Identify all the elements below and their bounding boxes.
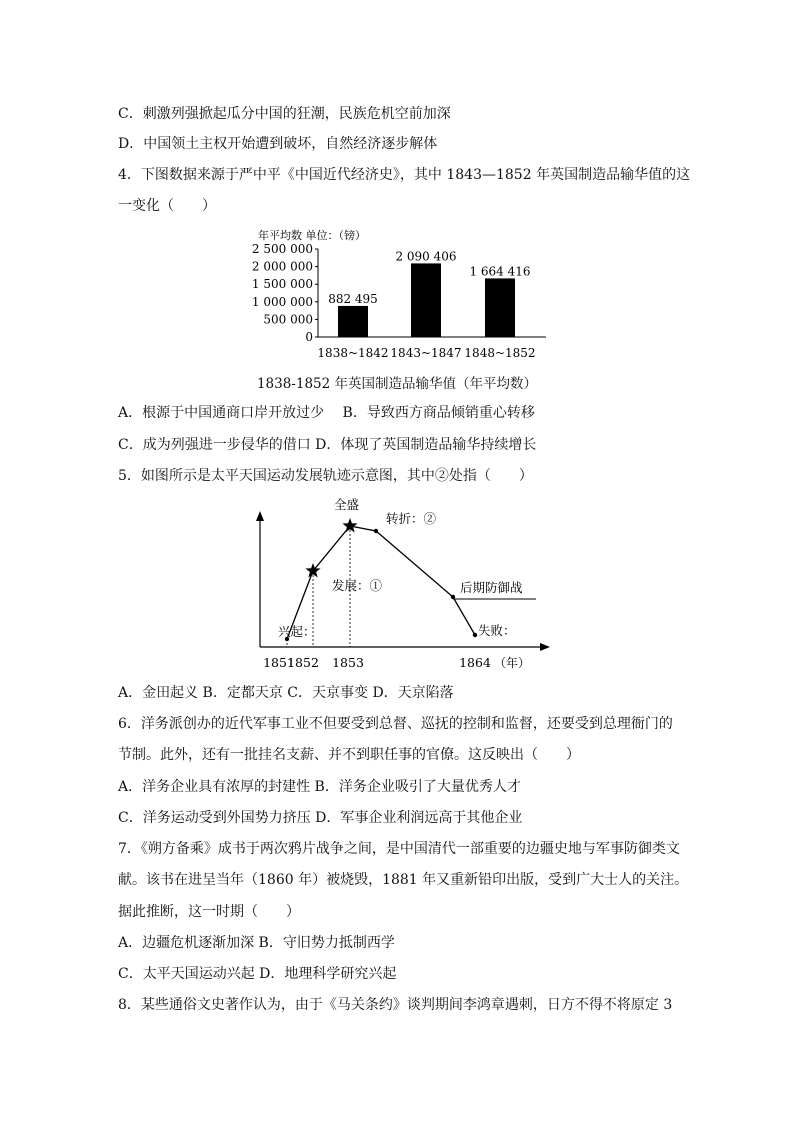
stage-label: 兴起： — [278, 624, 316, 639]
chart-header: 年平均数 单位：（镑） — [258, 229, 366, 242]
q6-options-cd: C．洋务运动受到外国势力挤压 D．军事企业利润远高于其他企业 — [118, 810, 523, 826]
x-tick-label: 1852 — [287, 655, 319, 670]
stage-label: 发展：① — [332, 578, 383, 593]
y-tick-label: 2 500 000 — [251, 242, 313, 256]
q4-options-ab: A．根源于中国通商口岸开放过少 B．导致西方商品倾销重心转移 — [118, 405, 535, 421]
stage-label: 转折：② — [386, 511, 437, 526]
q7-options-ab: A．边疆危机逐渐加深 B．守旧势力抵制西学 — [118, 935, 395, 951]
bar — [411, 263, 441, 337]
x-unit-label: （年） — [494, 656, 531, 670]
x-tick-label: 1851 — [263, 655, 295, 670]
y-tick-label: 0 — [305, 330, 313, 344]
q5-stem: 5．如图所示是太平天国运动发展轨迹示意图，其中②处指（ ） — [118, 468, 533, 484]
q4-stem-line-1: 4．下图数据来源于严中平《中国近代经济史》，其中 1843—1852 年英国制造品输华值的这 — [118, 167, 691, 183]
bar — [338, 306, 368, 337]
stage-label: 后期防御战 — [460, 580, 523, 595]
y-axis-arrow-icon — [256, 511, 264, 521]
y-tick-label: 1 000 000 — [251, 294, 313, 309]
point-marker — [473, 633, 477, 637]
bar-value-label: 882 495 — [328, 291, 378, 306]
q7-stem-line-2: 献。该书在进呈当年（1860 年）被烧毁，1881 年又重新铅印出版，受到广大士人的关注。 — [118, 872, 689, 888]
bar — [485, 278, 515, 337]
taiping-trajectory-diagram — [250, 495, 550, 673]
stage-label: 失败： — [478, 623, 516, 638]
chart-caption: 1838-1852 年英国制造品输华值（年平均数） — [256, 376, 538, 392]
q6-stem-line-1: 6．洋务派创办的近代军事工业不但要受到总督、巡抚的控制和监督，还要受到总理衙门的 — [118, 716, 673, 732]
q6-stem-line-2: 节制。此外，还有一批挂名支薪、并不到职任事的官僚。这反映出（ ） — [118, 747, 580, 763]
point-marker — [451, 595, 455, 599]
q4-options-cd: C．成为列强进一步侵华的借口 D．体现了英国制造品输华持续增长 — [118, 437, 537, 453]
q7-options-cd: C．太平天国运动兴起 D．地理科学研究兴起 — [118, 966, 397, 982]
q6-options-ab: A．洋务企业具有浓厚的封建性 B．洋务企业吸引了大量优秀人才 — [118, 779, 521, 795]
x-category-label: 1843~1847 — [390, 346, 462, 360]
bar-chart — [250, 228, 550, 364]
y-tick-label: 500 000 — [263, 312, 313, 327]
x-category-label: 1838~1842 — [317, 346, 389, 360]
stage-label: 全盛 — [334, 497, 360, 512]
bar-value-label: 1 664 416 — [469, 264, 531, 279]
q7-stem-line-3: 据此推断，这一时期（ ） — [118, 904, 300, 920]
q5-options: A．金田起义 B．定都天京 C．天京事变 D．天京陷落 — [118, 685, 454, 701]
y-tick-label: 2 000 000 — [251, 259, 313, 274]
q3-option-c: C．刺激列强掀起瓜分中国的狂潮，民族危机空前加深 — [118, 106, 451, 122]
x-axis-arrow-icon — [540, 643, 550, 651]
q4-stem-line-2: 一变化（ ） — [118, 198, 216, 214]
x-category-label: 1848~1852 — [464, 346, 536, 360]
q3-option-d: D．中国领土主权开始遭到破坏，自然经济逐步解体 — [118, 136, 438, 152]
y-tick-label: 1 500 000 — [251, 277, 313, 292]
point-marker — [374, 529, 378, 533]
q7-stem-line-1: 7．《朔方备乘》成书于两次鸦片战争之间，是中国清代一部重要的边疆史地与军事防御类文 — [118, 841, 680, 857]
x-tick-label: 1864 — [459, 655, 491, 670]
q8-stem-line-1: 8．某些通俗文史著作认为，由于《马关条约》谈判期间李鸿章遇刺，日方不得不将原定 3 — [118, 997, 673, 1013]
x-tick-label: 1853 — [332, 655, 364, 670]
bar-value-label: 2 090 406 — [395, 249, 457, 264]
